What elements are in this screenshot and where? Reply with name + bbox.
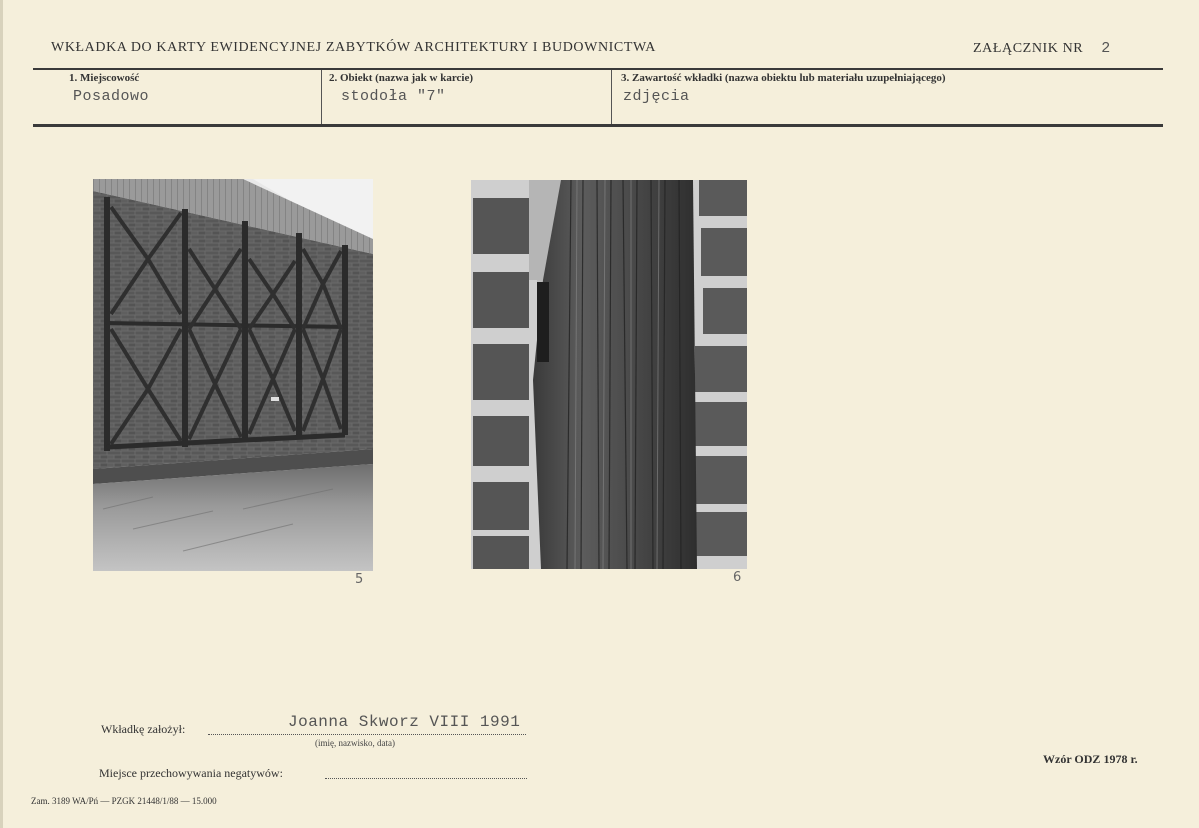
annex-label-text: ZAŁĄCZNIK NR: [973, 41, 1084, 56]
annex-number: 2: [1101, 40, 1111, 57]
photo-barn-wall: [93, 179, 373, 571]
field-contents-value: zdjęcia: [623, 88, 690, 105]
field-object-label: 2. Obiekt (nazwa jak w karcie): [329, 72, 474, 84]
form-pattern: Wzór ODZ 1978 r.: [1043, 752, 1138, 766]
field-location-value: Posadowo: [73, 88, 150, 105]
field-contents-label: 3. Zawartość wkładki (nazwa obiektu lub materiału uzupełniającego): [621, 72, 946, 84]
founder-value: Joanna Skworz VIII 1991: [288, 713, 521, 731]
document-title: WKŁADKA DO KARTY EWIDENCYJNEJ ZABYTKÓW ARCHITEKTURY I BUDOWNICTWA: [51, 40, 656, 55]
storage-line: [325, 778, 527, 779]
storage-label: Miejsce przechowywania negatywów:: [99, 766, 283, 780]
photo-timber-post: [471, 180, 747, 569]
founder-label: Wkładkę założył:: [101, 722, 186, 736]
photo-number-6: 6: [733, 570, 742, 585]
field-divider-1: [321, 70, 322, 124]
printer-note: Zam. 3189 WA/Pń — PZGK 21448/1/88 — 15.000: [31, 796, 217, 806]
photo-timber-post-image: [471, 180, 747, 569]
founder-sublabel: (imię, nazwisko, data): [315, 738, 395, 748]
field-location-label: 1. Miejscowość: [69, 72, 140, 84]
header-top-rule: [33, 68, 1163, 70]
field-divider-2: [611, 70, 612, 124]
photo-number-5: 5: [355, 572, 364, 587]
field-object-value: stodoła "7": [341, 88, 446, 105]
founder-line: [208, 734, 526, 735]
annex-label: [973, 40, 1111, 57]
photo-barn-wall-image: [93, 179, 373, 571]
header-bottom-rule: [33, 124, 1163, 127]
